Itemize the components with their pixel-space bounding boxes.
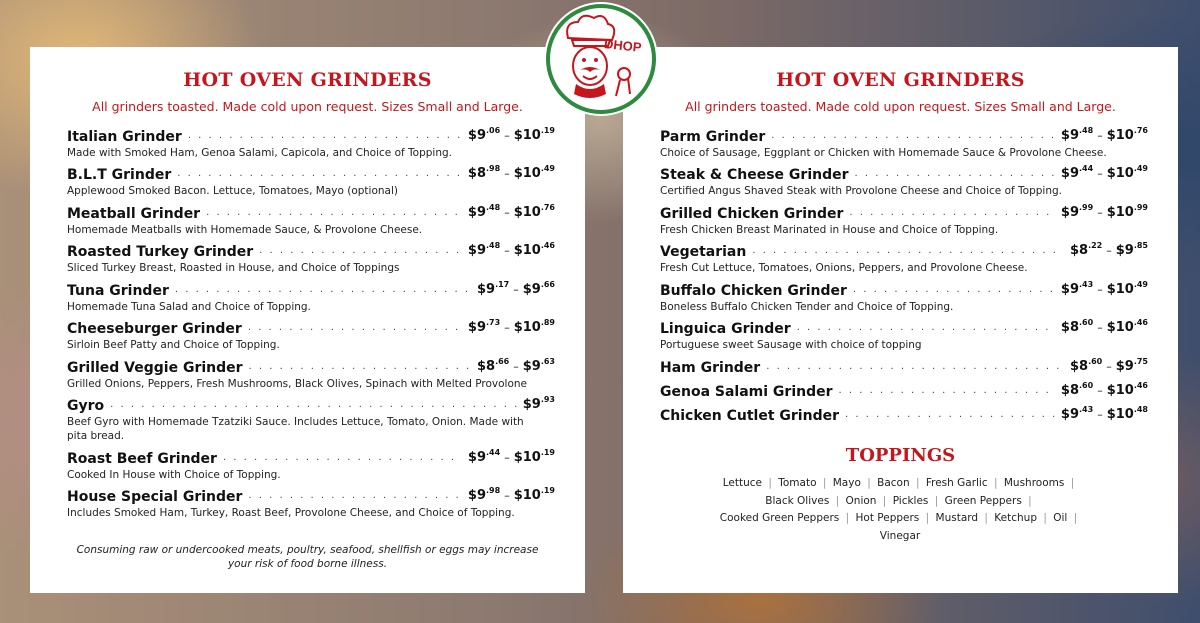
price-separator: – bbox=[1106, 360, 1112, 373]
menu-item-row bbox=[660, 356, 1148, 376]
menu-item bbox=[660, 125, 1148, 160]
large-price-cents: .63 bbox=[540, 357, 555, 366]
menu-item bbox=[67, 447, 555, 482]
large-price-dollars: $10 bbox=[513, 450, 541, 465]
large-price-dollars: $10 bbox=[1106, 166, 1134, 181]
topping-item: Mustard bbox=[935, 512, 979, 524]
topping-item: Black Olives bbox=[765, 494, 830, 507]
topping-item: Fresh Garlic bbox=[925, 477, 988, 489]
dot-leader bbox=[248, 323, 462, 333]
small-price-dollars: $9 bbox=[467, 128, 487, 143]
topping-separator: | bbox=[925, 512, 930, 524]
price-separator: – bbox=[1106, 244, 1112, 257]
item-name: B.L.T Grinder bbox=[67, 167, 172, 183]
topping-separator: | bbox=[915, 477, 920, 489]
menu-item bbox=[67, 356, 555, 391]
topping-separator: | bbox=[1043, 512, 1047, 524]
topping-separator: | bbox=[1028, 494, 1032, 507]
small-price-dollars: $9 bbox=[1060, 282, 1080, 297]
small-price-cents: .60 bbox=[1079, 381, 1094, 390]
item-name: Grilled Veggie Grinder bbox=[67, 360, 243, 376]
small-price-dollars: $8 bbox=[467, 166, 487, 181]
menu-item bbox=[660, 279, 1148, 314]
large-price-cents: .76 bbox=[540, 203, 555, 212]
small-price-dollars: $8 bbox=[1069, 359, 1089, 374]
price-separator: – bbox=[504, 489, 510, 502]
dot-leader bbox=[249, 362, 471, 372]
menu-item-row bbox=[67, 240, 555, 260]
topping-separator: | bbox=[993, 477, 998, 489]
menu-item-row bbox=[67, 356, 555, 376]
topping-item: Mayo bbox=[832, 477, 861, 489]
small-price-cents: .99 bbox=[1079, 203, 1094, 212]
topping-item: Vinegar bbox=[879, 529, 921, 542]
item-price bbox=[468, 126, 555, 145]
section-title: HOT OVEN GRINDERS bbox=[183, 69, 432, 91]
item-name: Italian Grinder bbox=[67, 129, 182, 145]
large-price-cents: .75 bbox=[1133, 357, 1148, 366]
menu-item bbox=[67, 394, 555, 443]
small-price-dollars: $9 bbox=[522, 397, 541, 412]
small-price-cents: .48 bbox=[486, 241, 501, 250]
topping-item: Mushrooms bbox=[1003, 477, 1065, 489]
topping-item: Lettuce bbox=[722, 477, 762, 489]
price-separator: – bbox=[504, 167, 510, 180]
small-price-dollars: $9 bbox=[1060, 166, 1080, 181]
large-price-dollars: $10 bbox=[513, 128, 541, 143]
large-price-cents: .46 bbox=[1133, 318, 1148, 327]
topping-separator: | bbox=[835, 494, 840, 507]
item-name: Roast Beef Grinder bbox=[67, 451, 217, 467]
small-price-cents: .66 bbox=[495, 357, 510, 366]
item-price bbox=[1061, 126, 1148, 145]
item-name: Cheeseburger Grinder bbox=[67, 321, 242, 337]
large-price-cents: .49 bbox=[1133, 164, 1148, 173]
small-price-dollars: $8 bbox=[1069, 243, 1089, 258]
topping-item: Ketchup bbox=[994, 512, 1037, 524]
small-price-dollars: $9 bbox=[467, 205, 487, 220]
item-price bbox=[477, 280, 555, 299]
menu-panel-left bbox=[30, 47, 585, 593]
item-description: Sirloin Beef Patty and Choice of Topping. bbox=[67, 339, 280, 351]
small-price-dollars: $8 bbox=[1060, 383, 1080, 398]
dot-leader bbox=[752, 246, 1064, 256]
topping-item: Oil bbox=[1053, 512, 1068, 524]
large-price-dollars: $10 bbox=[513, 166, 541, 181]
large-price-cents: .46 bbox=[540, 241, 555, 250]
small-price-dollars: $9 bbox=[467, 243, 487, 258]
large-price-cents: .19 bbox=[540, 448, 555, 457]
menu-item bbox=[660, 356, 1148, 376]
menu-item-row bbox=[67, 447, 555, 467]
large-price-cents: .49 bbox=[540, 164, 555, 173]
item-description: Grilled Onions, Peppers, Fresh Mushrooms, Black Olives, Spinach with Melted Provolone bbox=[67, 378, 527, 390]
item-description: Applewood Smoked Bacon. Lettuce, Tomatoes, Mayo (optional) bbox=[67, 185, 398, 197]
large-price-dollars: $9 bbox=[1115, 359, 1134, 374]
large-price-dollars: $10 bbox=[1106, 320, 1134, 335]
large-price-dollars: $10 bbox=[1106, 128, 1134, 143]
item-price bbox=[468, 318, 555, 337]
item-name: Parm Grinder bbox=[660, 129, 766, 145]
item-price bbox=[1061, 203, 1148, 222]
large-price-cents: .19 bbox=[540, 126, 555, 135]
large-price-cents: .66 bbox=[540, 280, 555, 289]
topping-separator: | bbox=[1070, 477, 1075, 489]
price-separator: – bbox=[504, 321, 510, 334]
menu-item-row bbox=[67, 485, 555, 505]
small-price-cents: .44 bbox=[486, 448, 501, 457]
price-separator: – bbox=[1097, 283, 1103, 296]
restaurant-logo bbox=[546, 4, 656, 114]
price-separator: – bbox=[513, 360, 519, 373]
menu-item-row bbox=[660, 240, 1148, 260]
small-price-dollars: $9 bbox=[1060, 407, 1080, 422]
price-separator: – bbox=[1097, 206, 1103, 219]
dot-leader bbox=[223, 453, 462, 463]
topping-item: Pickles bbox=[892, 494, 929, 507]
topping-item: Bacon bbox=[877, 477, 910, 489]
menu-item bbox=[660, 317, 1148, 352]
dot-leader bbox=[845, 410, 1055, 420]
menu-item-row bbox=[660, 279, 1148, 299]
price-separator: – bbox=[513, 283, 519, 296]
chef-icon bbox=[550, 8, 652, 110]
price-separator: – bbox=[504, 451, 510, 464]
menu-item bbox=[660, 380, 1148, 400]
price-separator: – bbox=[1097, 167, 1103, 180]
large-price-dollars: $10 bbox=[513, 320, 541, 335]
dot-leader bbox=[175, 285, 471, 295]
item-price bbox=[468, 486, 555, 505]
large-price-dollars: $10 bbox=[513, 205, 541, 220]
small-price-dollars: $8 bbox=[1060, 320, 1080, 335]
small-price-cents: .60 bbox=[1079, 318, 1094, 327]
item-price bbox=[1061, 164, 1148, 183]
item-description: Beef Gyro with Homemade Tzatziki Sauce. Includes Lettuce, Tomato, Onion. Made with pita bread. bbox=[67, 416, 524, 442]
topping-separator: | bbox=[1073, 512, 1078, 524]
section-subtitle: All grinders toasted. Made cold upon request. Sizes Small and Large. bbox=[685, 99, 1116, 114]
item-price bbox=[468, 164, 555, 183]
menu-item-row bbox=[67, 202, 555, 222]
small-price-cents: .43 bbox=[1079, 280, 1094, 289]
small-price-dollars: $9 bbox=[467, 488, 487, 503]
dot-leader bbox=[259, 246, 462, 256]
small-price-cents: .48 bbox=[1079, 126, 1094, 135]
small-price-dollars: $9 bbox=[476, 282, 496, 297]
menu-item-row bbox=[67, 163, 555, 183]
topping-separator: | bbox=[882, 494, 887, 507]
menu-item-row bbox=[660, 380, 1148, 400]
item-price bbox=[1061, 318, 1148, 337]
small-price-cents: .48 bbox=[486, 203, 501, 212]
toppings-title: TOPPINGS bbox=[845, 445, 956, 466]
logo-text: DHOP bbox=[603, 36, 643, 55]
dot-leader bbox=[853, 285, 1055, 295]
topping-separator: | bbox=[768, 477, 772, 489]
small-price-dollars: $9 bbox=[1060, 205, 1080, 220]
topping-item: Tomato bbox=[778, 477, 817, 489]
large-price-dollars: $9 bbox=[522, 359, 541, 374]
dot-leader bbox=[766, 362, 1064, 372]
large-price-cents: .76 bbox=[1133, 126, 1148, 135]
menu-item bbox=[67, 279, 555, 314]
item-description: Made with Smoked Ham, Genoa Salami, Capicola, and Choice of Topping. bbox=[67, 147, 452, 159]
large-price-cents: .46 bbox=[1133, 381, 1148, 390]
dot-leader bbox=[206, 208, 462, 218]
item-name: Gyro bbox=[67, 398, 105, 414]
large-price-cents: .19 bbox=[540, 486, 555, 495]
small-price-dollars: $9 bbox=[467, 320, 487, 335]
price-separator: – bbox=[504, 244, 510, 257]
large-price-dollars: $10 bbox=[1106, 205, 1134, 220]
item-description: Fresh Chicken Breast Marinated in House and Choice of Topping. bbox=[660, 224, 999, 236]
price-separator: – bbox=[1097, 384, 1103, 397]
item-name: Roasted Turkey Grinder bbox=[67, 244, 254, 260]
item-description: Cooked In House with Choice of Topping. bbox=[67, 469, 281, 481]
item-description: Sliced Turkey Breast, Roasted in House, and Choice of Toppings bbox=[67, 262, 400, 274]
topping-separator: | bbox=[934, 494, 939, 507]
menu-item-row bbox=[67, 317, 555, 337]
price-separator: – bbox=[504, 206, 510, 219]
menu-item bbox=[67, 125, 555, 160]
item-name: Linguica Grinder bbox=[660, 321, 791, 337]
topping-separator: | bbox=[845, 512, 850, 524]
small-price-dollars: $9 bbox=[467, 450, 487, 465]
item-description: Includes Smoked Ham, Turkey, Roast Beef, Provolone Cheese, and Choice of Topping. bbox=[67, 507, 515, 519]
dot-leader bbox=[797, 323, 1055, 333]
item-description: Boneless Buffalo Chicken Tender and Choice of Topping. bbox=[660, 301, 954, 313]
item-name: Tuna Grinder bbox=[67, 283, 169, 299]
menu-item-row bbox=[660, 404, 1148, 424]
item-price bbox=[1070, 241, 1148, 260]
menu-item bbox=[660, 202, 1148, 237]
dot-leader bbox=[771, 131, 1055, 141]
small-price-cents: .43 bbox=[1079, 405, 1094, 414]
item-name: Meatball Grinder bbox=[67, 206, 201, 222]
large-price-dollars: $10 bbox=[513, 488, 541, 503]
topping-item: Hot Peppers bbox=[855, 512, 920, 524]
section-subtitle: All grinders toasted. Made cold upon request. Sizes Small and Large. bbox=[92, 99, 523, 114]
small-price-cents: .17 bbox=[495, 280, 510, 289]
small-price-dollars: $8 bbox=[476, 359, 496, 374]
item-price bbox=[468, 241, 555, 260]
topping-separator: | bbox=[822, 477, 827, 489]
item-name: Chicken Cutlet Grinder bbox=[660, 408, 839, 424]
section-title: HOT OVEN GRINDERS bbox=[776, 69, 1025, 91]
item-name: Vegetarian bbox=[660, 244, 747, 260]
item-price bbox=[468, 203, 555, 222]
item-description: Fresh Cut Lettuce, Tomatoes, Onions, Peppers, and Provolone Cheese. bbox=[660, 262, 1028, 274]
item-description: Choice of Sausage, Eggplant or Chicken with Homemade Sauce & Provolone Cheese. bbox=[660, 147, 1107, 159]
small-price-dollars: $9 bbox=[1060, 128, 1080, 143]
dot-leader bbox=[177, 169, 462, 179]
menu-item-row bbox=[660, 317, 1148, 337]
large-price-dollars: $9 bbox=[1115, 243, 1134, 258]
price-separator: – bbox=[1097, 321, 1103, 334]
topping-separator: | bbox=[867, 477, 871, 489]
item-description: Homemade Meatballs with Homemade Sauce, & Provolone Cheese. bbox=[67, 224, 423, 236]
price-separator: – bbox=[1097, 129, 1103, 142]
small-price-cents: .93 bbox=[540, 395, 555, 404]
dot-leader bbox=[188, 131, 462, 141]
menu-item bbox=[67, 163, 555, 198]
menu-panel-right bbox=[623, 47, 1178, 593]
item-description: Portuguese sweet Sausage with choice of topping bbox=[660, 339, 922, 351]
menu-item bbox=[67, 317, 555, 352]
menu-item-row bbox=[660, 125, 1148, 145]
menu-item bbox=[660, 163, 1148, 198]
item-description: Homemade Tuna Salad and Choice of Topping. bbox=[67, 301, 311, 313]
dot-leader bbox=[839, 386, 1055, 396]
price-separator: – bbox=[1097, 408, 1103, 421]
menu-item bbox=[67, 485, 555, 520]
small-price-cents: .44 bbox=[1079, 164, 1094, 173]
food-safety-disclaimer: Consuming raw or undercooked meats, poultry, seafood, shellfish or eggs may increase your risk of food borne illness. bbox=[76, 544, 539, 570]
item-price bbox=[1061, 405, 1148, 424]
menu-item-row bbox=[660, 163, 1148, 183]
item-price bbox=[1061, 280, 1148, 299]
small-price-cents: .73 bbox=[486, 318, 501, 327]
large-price-cents: .49 bbox=[1133, 280, 1148, 289]
menu-item bbox=[67, 240, 555, 275]
large-price-dollars: $10 bbox=[1106, 383, 1134, 398]
item-price bbox=[468, 448, 555, 467]
toppings-list bbox=[705, 475, 1095, 545]
large-price-cents: .89 bbox=[540, 318, 555, 327]
menu-item bbox=[660, 240, 1148, 275]
small-price-cents: .22 bbox=[1088, 241, 1103, 250]
price-separator: – bbox=[504, 129, 510, 142]
topping-item: Green Peppers bbox=[944, 494, 1022, 507]
item-name: Steak & Cheese Grinder bbox=[660, 167, 849, 183]
menu-item-row bbox=[67, 125, 555, 145]
dot-leader bbox=[855, 169, 1055, 179]
small-price-cents: .98 bbox=[486, 164, 501, 173]
topping-item: Onion bbox=[845, 494, 877, 507]
dot-leader bbox=[110, 400, 517, 410]
item-name: Genoa Salami Grinder bbox=[660, 384, 833, 400]
small-price-cents: .98 bbox=[486, 486, 501, 495]
dot-leader bbox=[849, 208, 1055, 218]
item-price bbox=[523, 395, 555, 414]
item-price bbox=[1070, 357, 1148, 376]
item-price bbox=[477, 357, 555, 376]
large-price-cents: .85 bbox=[1133, 241, 1148, 250]
small-price-cents: .06 bbox=[486, 126, 501, 135]
topping-item: Cooked Green Peppers bbox=[719, 512, 840, 524]
item-name: Grilled Chicken Grinder bbox=[660, 206, 844, 222]
item-name: Ham Grinder bbox=[660, 360, 761, 376]
small-price-cents: .60 bbox=[1088, 357, 1103, 366]
dot-leader bbox=[248, 491, 462, 501]
large-price-dollars: $10 bbox=[513, 243, 541, 258]
menu-item bbox=[67, 202, 555, 237]
menu-item-row bbox=[67, 394, 555, 414]
item-name: House Special Grinder bbox=[67, 489, 243, 505]
item-price bbox=[1061, 381, 1148, 400]
item-description: Certified Angus Shaved Steak with Provolone Cheese and Choice of Topping. bbox=[660, 185, 1062, 197]
large-price-dollars: $10 bbox=[1106, 407, 1134, 422]
menu-item-row bbox=[660, 202, 1148, 222]
menu-item bbox=[660, 404, 1148, 424]
large-price-dollars: $9 bbox=[522, 282, 541, 297]
large-price-cents: .48 bbox=[1133, 405, 1148, 414]
menu-item-row bbox=[67, 279, 555, 299]
large-price-dollars: $10 bbox=[1106, 282, 1134, 297]
item-name: Buffalo Chicken Grinder bbox=[660, 283, 847, 299]
topping-separator: | bbox=[984, 512, 988, 524]
large-price-cents: .99 bbox=[1133, 203, 1148, 212]
